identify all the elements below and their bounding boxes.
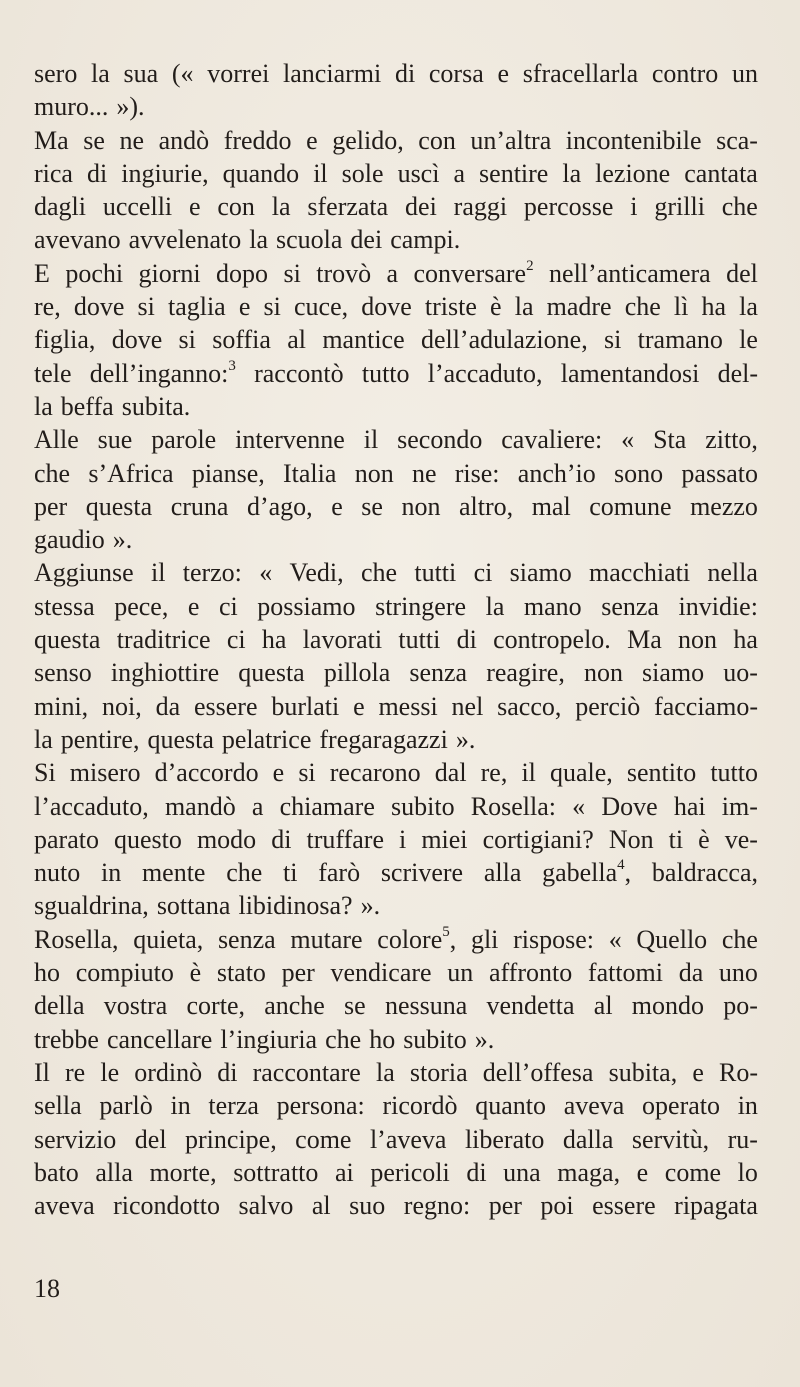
text-line: nuto in mente che ti farò scrivere alla gabella$^4$, baldracca, [34, 857, 758, 888]
page-number: 18 [34, 1274, 60, 1303]
text-line: re, dove si taglia e si cuce, dove triste è la madre che lì ha la [34, 292, 758, 322]
text-line: Ma se ne andò freddo e gelido, con un’altra incontenibile sca- [34, 125, 758, 155]
text-line: questa traditrice ci ha lavorati tutti di contropelo. Ma non ha [34, 625, 758, 655]
text-line: avevano avvelenato la scuola dei campi. [34, 225, 461, 255]
text-line: parato questo modo di truffare i miei cortigiani? Non ti è ve- [34, 824, 758, 854]
text-line: l’accaduto, mandò a chiamare subito Rosella: « Dove hai im- [34, 791, 758, 821]
text-line: Il re le ordinò di raccontare la storia dell’offesa subita, e Ro- [34, 1057, 758, 1087]
text-line: Alle sue parole intervenne il secondo cavaliere: « Sta zitto, [34, 425, 758, 455]
text-line: gaudio ». [34, 525, 133, 555]
text-line: sgualdrina, sottana libidinosa? ». [34, 891, 381, 921]
text-line: muro... »). [34, 92, 145, 122]
text-line: della vostra corte, anche se nessuna vendetta al mondo po- [34, 991, 758, 1021]
text-line: la beffa subita. [34, 391, 191, 421]
text-line: servizio del principe, come l’aveva liberato dalla servitù, ru- [34, 1124, 758, 1154]
text-line: che s’Africa pianse, Italia non ne rise: anch’io sono passato [34, 458, 758, 488]
text-line: tele dell’inganno:$^3$ raccontò tutto l’accaduto, lamentandosi del- [34, 358, 758, 388]
text-line: Aggiunse il terzo: « Vedi, che tutti ci siamo macchiati nella [34, 558, 758, 588]
text-line: E pochi giorni dopo si trovò a conversare$^2$ nell’anticamera del [34, 258, 758, 288]
text-line: Rosella, quieta, senza mutare colore$^5$, gli rispose: « Quello che [34, 924, 758, 954]
text-line: trebbe cancellare l’ingiuria che ho subito ». [34, 1024, 495, 1054]
text-line: sero la sua (« vorrei lanciarmi di corsa e sfracellarla contro un [34, 59, 758, 88]
text-line: figlia, dove si soffia al mantice dell’adulazione, si tramano le [34, 325, 758, 355]
text-line: Si misero d’accordo e si recarono dal re, il quale, sentito tutto [34, 758, 758, 788]
text-line: aveva ricondotto salvo al suo regno: per poi essere ripagata [34, 1191, 758, 1221]
text-line: bato alla morte, sottratto ai pericoli di una maga, e come lo [34, 1157, 758, 1187]
text-line: la pentire, questa pelatrice fregaragazzi ». [34, 724, 476, 754]
text-line: mini, noi, da essere burlati e messi nel sacco, perciò facciamo- [34, 691, 758, 721]
text-line: ho compiuto è stato per vendicare un affronto fattomi da uno [34, 958, 758, 988]
text-line: stessa pece, e ci possiamo stringere la mano senza invidie: [34, 591, 758, 621]
text-line: rica di ingiurie, quando il sole uscì a sentire la lezione cantata [34, 158, 758, 188]
text-line: dagli uccelli e con la sferzata dei raggi percosse i grilli che [34, 192, 758, 222]
text-line: sella parlò in terza persona: ricordò quanto aveva operato in [34, 1091, 758, 1121]
text-line: senso inghiottire questa pillola senza reagire, non siamo uo- [34, 658, 758, 688]
text-line: per questa cruna d’ago, e se non altro, mal comune mezzo [34, 491, 758, 521]
body-text [34, 57, 758, 1222]
